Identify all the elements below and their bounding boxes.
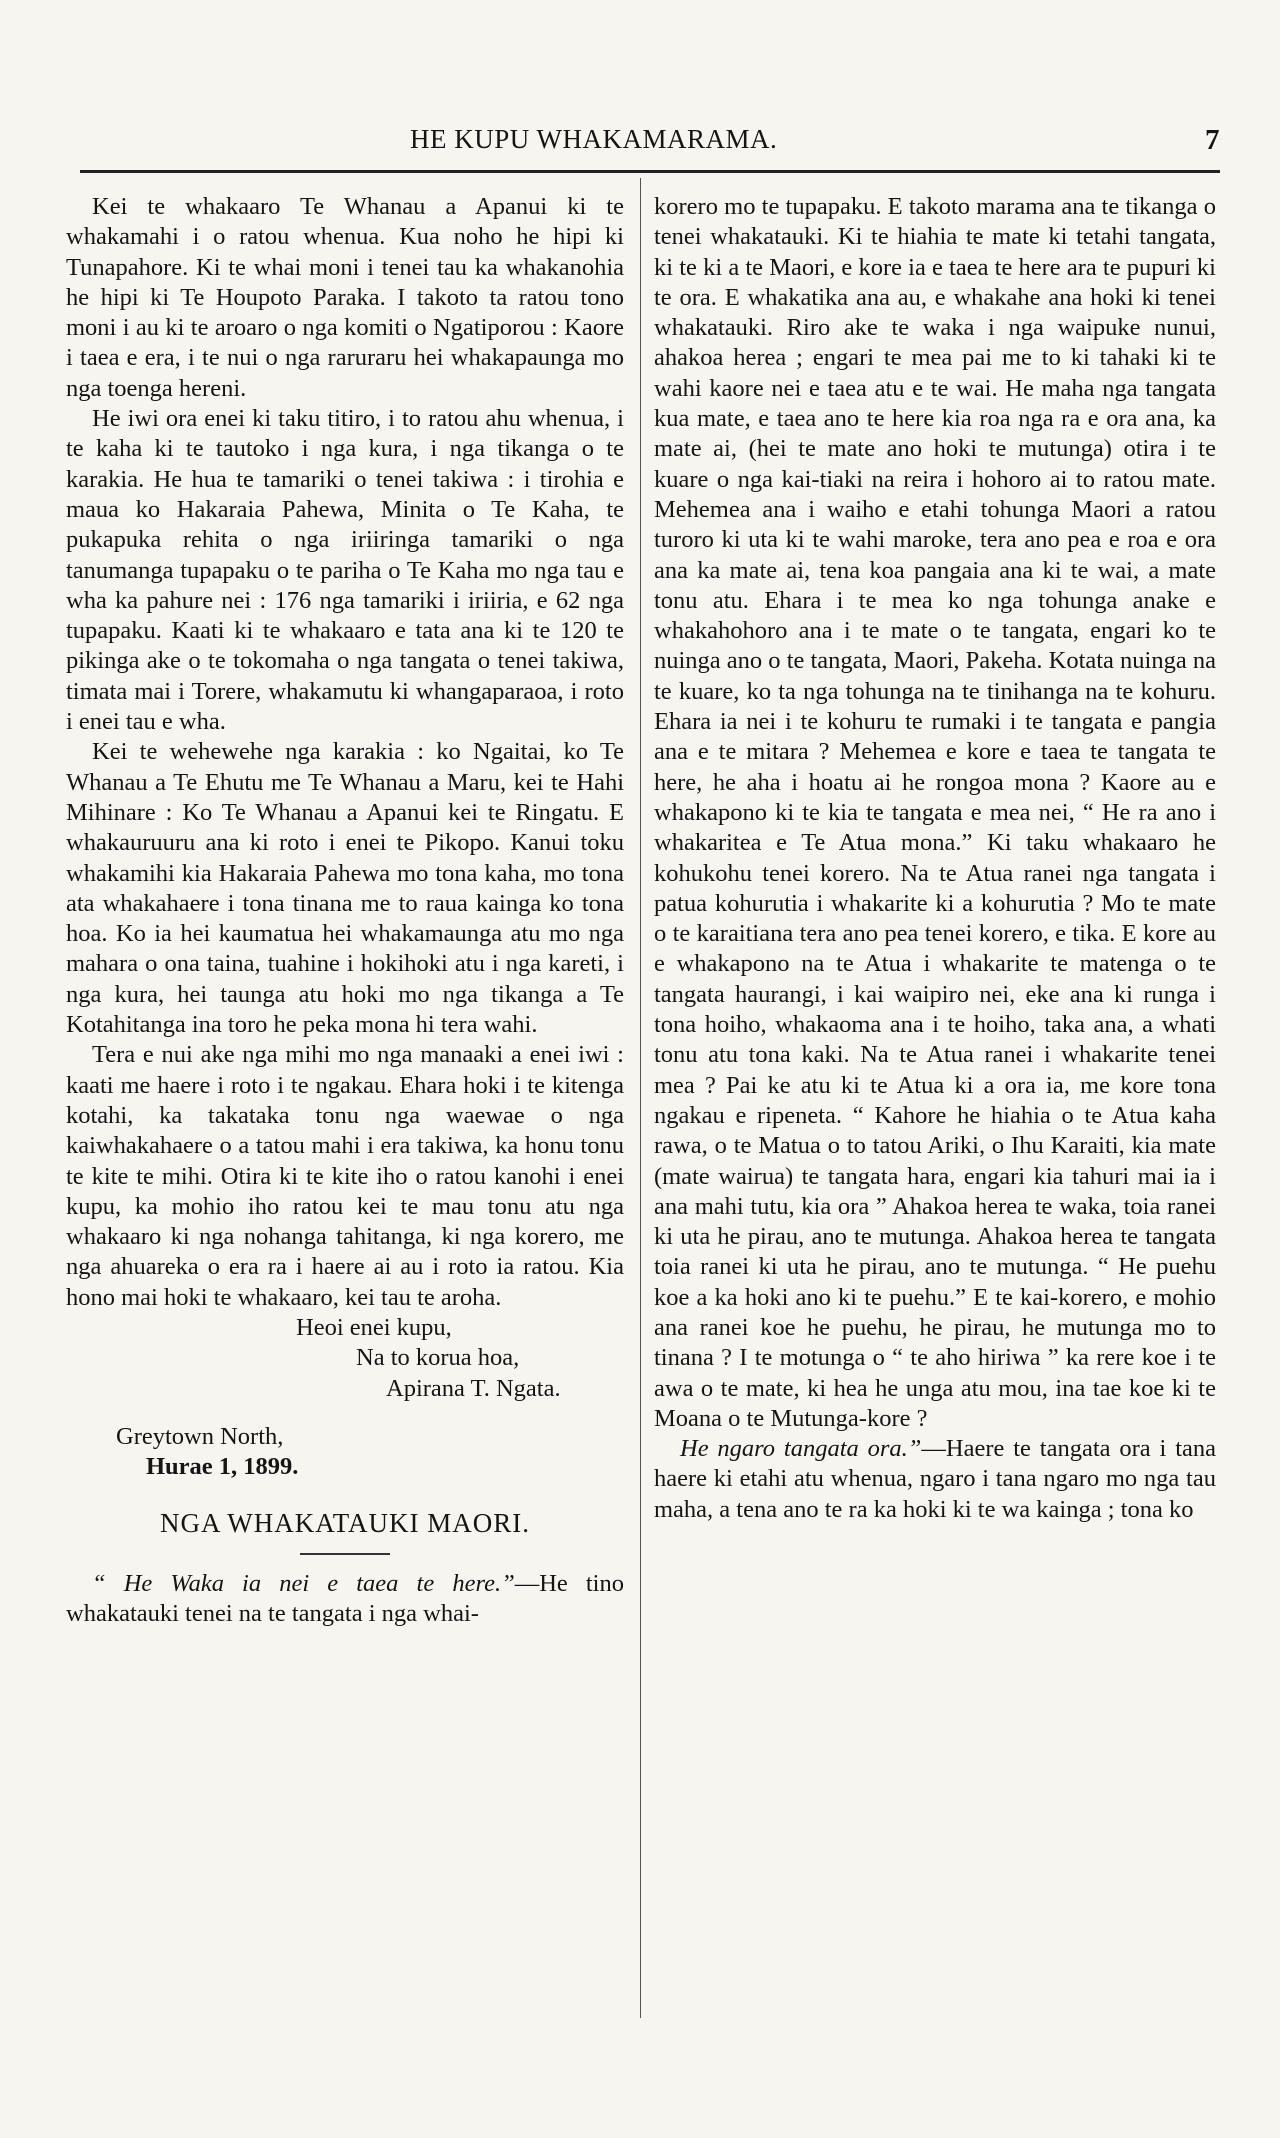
right-paragraph-2-text: —Haere te tangata ora i tana haere ki etahi atu whenua, ngaro i tana ngaro mo nga tau maha, a tena ano te ra ka hoki ki te wa kainga ; tona ko <box>654 1435 1216 1523</box>
right-paragraph-2 <box>654 1434 1216 1525</box>
signoff-line-2: Na to korua hoa, <box>356 1344 520 1372</box>
left-paragraph-1: Kei te whakaaro Te Whanau a Apanui ki te whakamahi i o ratou whenua. Kua noho he hipi ki Tunapahore. Ki te whai moni i tenei tau ka whakanohia he hipi ki Te Houpoto Paraka. I takoto ta ratou tono moni i au ki te aroaro o nga komiti o Ngatiporou : Kaore i taea e era, i te nui o nga raruraru hei whakapaunga mo nga toenga hereni. <box>66 193 624 402</box>
left-paragraph-5-text: —He tino whakatauki tenei na te tangata i nga whai- <box>66 1569 624 1628</box>
right-paragraph-1: korero mo te tupapaku. E takoto marama ana te tikanga o tenei whakatauki. Ki te hiahia te mate ki tetahi tangata, ki te ki a te Maori, e kore ia e taea te here ara te pupuri ki te ora. E whakatika ana au, e whakahe ana hoki ki tenei whakatauki. Riro ake te waka i nga waipuke nunui, ahakoa herea ; engari te mea pai me to ki tahaki ki te wahi kaore nei e taea atu e te wai. He maha nga tangata kua mate, e taea ano te here kia roa nga ra e ora ana, ka mate ai, (hei te mate ano hoki te mutunga) otira i te kuare o nga kai-tiaki na reira i hohoro ai to ratou mate. Mehemea ana i waiho e etahi tohunga Maori a ratou turoro ki uta ki te wahi maroke, tera ano pea e roa e ora ana ka mate ai, tena koa pangaia ana ki te wai, a mate tonu atu. Ehara i te mea ko nga tohunga anake e whakahohoro ana i te mate o te tangata, engari ko te nuinga ano o te tangata, Maori, Pakeha. Kotata nuinga na te kuare, ko ta nga tohunga na te tinihanga na te kohuru. Ehara ia nei i te kohuru te rumaki i te tangata e pangia ana e te mitara ? Mehemea e kore e taea te tangata te here, he aha i hoatu ai he rongoa mona ? Kaore au e whakapono ki te kia te tangata e mea nei, “ He ra ano i whakaritea e Te Atua mona.” Ki taku whakaaro he kohukohu tenei korero. Na te Atua ranei nga tangata i patua kohurutia i whakarite ki a kohurutia ? Mo te mate o te karaitiana tera ano pea tenei korero, e tika. E kore au e whakapono na te Atua i whakarite te matenga o te tangata haurangi, i kai waipiro nei, eke ana ki runga i tona hoiho, whakaoma ana i te hoiho, taka ana, a whati tonu atu tona kaki. Na te Atua ranei i whakarite tenei mea ? Pai ke atu ki te Atua ki a ora ia, me kore tona ngakau e ripeneta. “ Kahore he hiahia o te Atua kaha rawa, o te Matua o to tatou Ariki, o Ihu Karaiti, kia mate (mate wairua) te tangata hara, engari kia tahuri mai ia i ana mahi tutu, kia ora ” Ahakoa herea te waka, toia ranei ki uta he pirau, ano te mutunga. Ahakoa herea te tangata toia ranei ki uta he pirau, ano te mutunga. “ He puehu koe a ka hoki ano ki te puehu.” E te kai-korero, e mohio ana ranei koe he puehu, he pirau, he mutunga mo to tinana ? I te motunga o “ te aho hiriwa ” ka rere koe i te awa o te mate, ki hea he unga atu mou, ina tae koe ki te Moana o te Mutunga-kore ? <box>654 193 1216 1432</box>
section-heading: NGA WHAKATAUKI MAORI. <box>159 1508 531 1539</box>
left-column <box>66 192 624 1629</box>
proverb-2: He ngaro tangata ora.” <box>680 1435 922 1463</box>
letter-date: Hurae 1, 1899. <box>146 1453 299 1481</box>
proverb-1: “ He Waka ia nei e taea te here.” <box>92 1569 515 1597</box>
header-rule <box>80 170 1220 173</box>
left-paragraph-4: Tera e nui ake nga mihi mo nga manaaki a enei iwi : kaati me haere i roto i te ngakau. Ehara hoki i te kitenga kotahi, ka takataka tonu nga waewae o nga kaiwhakahaere o a tatou mahi i era takiwa, ka honu tonu te kite te mihi. Otira ki te kite iho o ratou kanohi i enei kupu, ka mohio iho ratou kei te mau tonu atu nga whakaaro ki nga nohanga tahitanga, ki nga korero, me nga ahuareka o era ra i haere ai au i roto ia ratou. Kia hono mai hoki te whakaaro, kei tau te aroha. <box>66 1041 624 1311</box>
left-paragraph-3: Kei te wehewehe nga karakia : ko Ngaitai, ko Te Whanau a Te Ehutu me Te Whanau a Maru, kei te Hahi Mihinare : Ko Te Whanau a Apanui kei te Ringatu. E whakauruuru ana ki roto i enei te Pikopo. Kanui toku whakamihi kia Hakaraia Pahewa mo tona kaha, mo tona ata whakahaere i tona tinana me to raua kainga ko tona hoa. Ko ia hei kaumatua hei whakamaunga atu mo nga mahara o ona taina, tuahine i hokihoki atu i nga kareti, i nga kura, hei taunga atu hoki mo nga tikanga a Te Kotahitanga ina toro he peka mona hi tera wahi. <box>66 738 624 1039</box>
page-header <box>80 120 1220 160</box>
right-column <box>654 192 1216 1525</box>
section-rule <box>300 1553 390 1555</box>
left-paragraph-2: He iwi ora enei ki taku titiro, i to ratou ahu whenua, i te kaha ki te tautoko i nga kura, i nga tikanga o te karakia. He hua te tamariki o tenei takiwa : i tirohia e maua ko Hakaraia Pahewa, Minita o Te Kaha, te pukapuka rehita o nga iriiringa tamariki o nga tanumanga tupapaku o te pariha o Te Kaha mo nga tau e wha ka pahure nei : 176 nga tamariki i iriiria, e 62 nga tupapaku. Kaati ki te whakaaro e tata ana ki te 120 te pikinga ake o te tokomaha o nga tangata o tenei takiwa, timata mai i Torere, whakamutu ki whangaparaoa, i roto i enei tau e wha. <box>66 405 624 736</box>
running-title: HE KUPU WHAKAMARAMA. <box>410 124 778 154</box>
column-divider <box>640 178 641 2018</box>
left-paragraph-5 <box>66 1569 624 1630</box>
letter-place: Greytown North, <box>116 1422 284 1450</box>
page-number: 7 <box>1205 124 1220 156</box>
signature-name: Apirana T. Ngata. <box>386 1374 561 1402</box>
signoff-line-1: Heoi enei kupu, <box>296 1313 452 1341</box>
